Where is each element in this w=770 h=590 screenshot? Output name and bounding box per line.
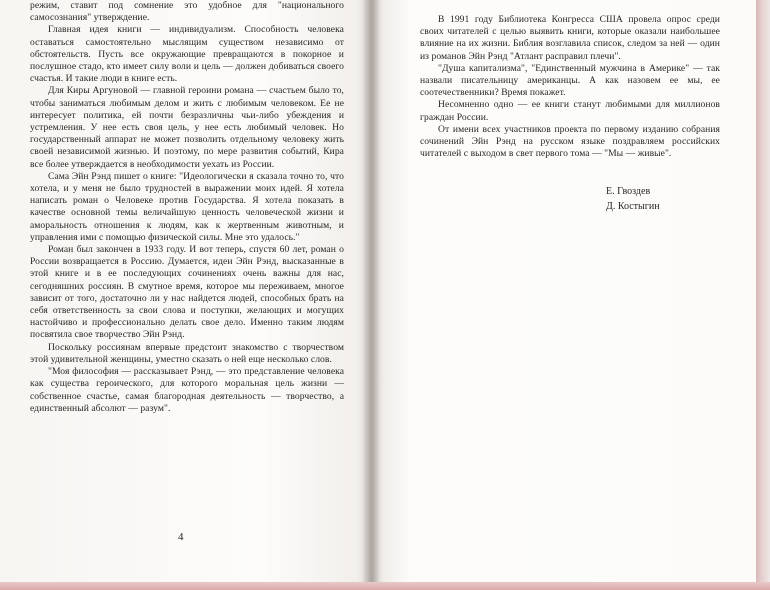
right-page-text	[420, 14, 720, 160]
signature-kostygin: Д. Костыгин	[606, 201, 660, 212]
paragraph: Сама Эйн Рэнд пишет о книге: "Идеологически я сказала точно то, что хотела, и у меня не было трудностей в выражении моих идей. Я хотела написать роман о Человеке против Государства. Я хотела показать в качестве основной темы величайшую ценность человеческой жизни и аморальность отношения к людям, как к жертвенным животным, и управления ими с помощью физической силы. Мне это удалось."	[30, 170, 344, 243]
paragraph: Для Киры Аргуновой — главной героини романа — счастьем было то, чтобы заниматься любимым делом и жить с любимым человеком. Ее не интересует политика, ей почти безразличны чьи-либо убеждения и устремления. У нее есть своя цель, у нее есть любимый человек. Но государственный аппарат не может позволить отдельному человеку жить своей независимой жизнью. И поэтому, по мере развития событий, Кира все более утверждается в необходимости уехать из России.	[30, 85, 344, 170]
paragraph: "Моя философия — рассказывает Рэнд, — это представление человека как существа героического, для которого моральная цель жизни — собственное счастье, самая благородная деятельность — творчество, а единственный абсолют — разум".	[30, 366, 344, 414]
paragraph: режим, ставит под сомнение это удобное для "национального самосознания" утверждение.	[30, 0, 344, 24]
page-number: 4	[178, 531, 184, 543]
page-edge-bottom	[0, 582, 770, 590]
left-page-text	[30, 0, 344, 415]
paragraph: "Душа капитализма", "Единственный мужчина в Америке" — так назвали писательницу американцы. А как назовем ее мы, ее соотечественники? Время покажет.	[420, 62, 720, 99]
paragraph: От имени всех участников проекта по первому изданию собрания сочинений Эйн Рэнд на русском языке поздравляем российских читателей с выходом в свет первого тома — "Мы — живые".	[420, 123, 720, 160]
paragraph: Поскольку россиянам впервые предстоит знакомство с творчеством этой удивительной женщины, уместно сказать о ней еще несколько слов.	[30, 341, 344, 365]
page-edge-right	[756, 0, 770, 590]
paragraph: Роман был закончен в 1933 году. И вот теперь, спустя 60 лет, роман о России возвращается в Россию. Думается, идеи Эйн Рэнд, высказанные в этой книге и в ее последующих сочинениях очень важны для нас, сегодняшних россиян. В смутное время, которое мы переживаем, многое зависит от того, достаточно ли у нас найдется людей, способных брать на себя ответственность за свои слова и поступки, желающих и могущих настойчиво и профессионально делать свое дело. Именно таким людям посвятила свое творчество Эйн Рэнд.	[30, 244, 344, 341]
paragraph: В 1991 году Библиотека Конгресса США провела опрос среди своих читателей с целью выявить книги, которые оказали наибольшее влияние на их жизни. Библия возглавила список, следом за ней — один из романов Эйн Рэнд "Атлант расправил плечи".	[420, 14, 720, 62]
paragraph: Главная идея книги — индивидуализм. Способность человека оставаться самостоятельно мыслящим существом независимо от обстоятельств. Пусть все окружающие превращаются в покорное и послушное стадо, кто имеет силу воли и цель — должен добиваться своего счастья. И такие люди в книге есть.	[30, 24, 344, 85]
signature-gvozdev: Е. Гвоздев	[606, 186, 651, 197]
book-gutter	[362, 0, 380, 590]
paragraph: Несомненно одно — ее книги станут любимыми для миллионов граждан России.	[420, 99, 720, 123]
